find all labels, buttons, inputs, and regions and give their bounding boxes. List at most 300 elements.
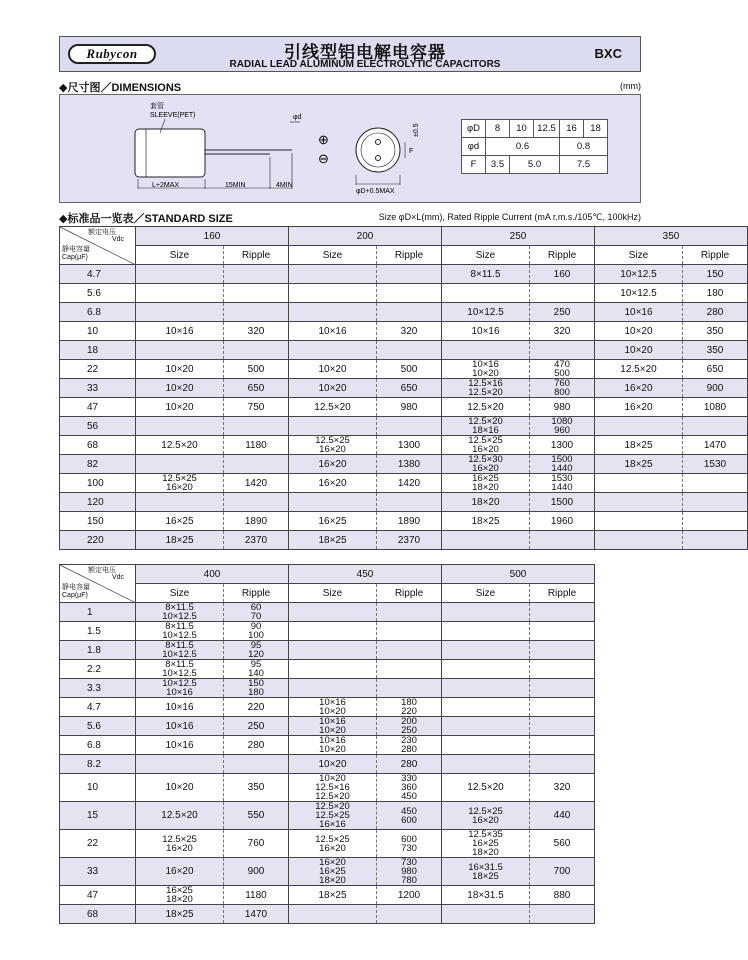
ripple-cell (530, 531, 595, 550)
capacitance-cell: 220 (60, 531, 136, 550)
dim-pd: φD+0.5MAX (356, 188, 395, 195)
stacked-value: 140 (248, 668, 264, 679)
ripple-cell: 650 (683, 360, 748, 379)
size-cell: 16×20 (136, 858, 224, 886)
size-cell (442, 830, 530, 858)
ripple-header: Ripple (530, 246, 595, 265)
ripple-cell: 350 (683, 322, 748, 341)
stacked-value: 10×20 (472, 368, 499, 379)
ripple-cell (530, 455, 595, 474)
dimensions-drawing (59, 94, 641, 203)
ripple-cell: 1180 (224, 436, 289, 455)
dim-phid: φd (293, 114, 302, 121)
ripple-header: Ripple (377, 584, 442, 603)
stacked-value: 980 (401, 866, 417, 877)
size-cell (442, 531, 530, 550)
ripple-cell: 150 (683, 265, 748, 284)
sleeve-cn: 套管 (150, 103, 164, 110)
stacked-value: 10×16 (166, 687, 193, 698)
size-header: Size (442, 584, 530, 603)
ripple-cell (377, 698, 442, 717)
capacitance-cell: 8.2 (60, 755, 136, 774)
ripple-cell (377, 802, 442, 830)
ripple-cell: 1890 (224, 512, 289, 531)
table-row (60, 284, 748, 303)
size-cell (289, 436, 377, 455)
size-cell (442, 436, 530, 455)
ripple-header: Ripple (683, 246, 748, 265)
size-header: Size (136, 246, 224, 265)
stacked-value: 10×20 (319, 744, 346, 755)
ripple-cell: 1420 (224, 474, 289, 493)
size-cell: 10×16 (136, 717, 224, 736)
ripple-cell (224, 641, 289, 660)
size-cell (136, 679, 224, 698)
stacked-value: 12.5×20 (468, 416, 503, 427)
plus-icon: ⊕ (318, 132, 329, 147)
size-cell: 10×16 (442, 322, 530, 341)
ripple-cell: 320 (377, 322, 442, 341)
voltage-header: 500 (442, 565, 595, 584)
size-cell: 18×25 (136, 531, 224, 550)
voltage-header: 350 (595, 227, 748, 246)
size-cell: 16×20 (595, 398, 683, 417)
ripple-cell (530, 284, 595, 303)
capacitance-cell: 10 (60, 322, 136, 341)
size-cell (442, 341, 530, 360)
table-row (60, 905, 595, 924)
stacked-value: 10×16 (319, 697, 346, 708)
size-cell (442, 622, 530, 641)
ripple-header: Ripple (224, 584, 289, 603)
standard-heading: ◆标准品一览表／STANDARD SIZE (59, 213, 233, 225)
ripple-cell (530, 603, 595, 622)
voltage-header: 250 (442, 227, 595, 246)
dim-f: F (409, 148, 414, 155)
capacitance-cell: 15 (60, 802, 136, 830)
ripple-cell (377, 679, 442, 698)
ripple-cell (530, 660, 595, 679)
size-cell (442, 858, 530, 886)
ripple-cell: 1500 (530, 493, 595, 512)
table-row (60, 603, 595, 622)
ripple-cell (224, 679, 289, 698)
ripple-cell (377, 736, 442, 755)
stacked-value: 1530 (551, 473, 573, 484)
size-cell: 16×20 (289, 455, 377, 474)
capacitance-cell: 2.2 (60, 660, 136, 679)
ripple-cell: 350 (224, 774, 289, 802)
stacked-value: 500 (554, 368, 570, 379)
corner-label: Vdc (112, 574, 125, 581)
stacked-value: 1080 (551, 416, 573, 427)
size-cell: 18×25 (289, 531, 377, 550)
stacked-value: 600 (401, 833, 417, 845)
phid-label: φd (462, 138, 486, 156)
ripple-cell (530, 755, 595, 774)
stacked-value: 120 (248, 649, 264, 660)
size-cell (442, 736, 530, 755)
ripple-cell (377, 858, 442, 886)
corner-label: 额定电压 (88, 229, 116, 236)
capacitance-cell: 10 (60, 774, 136, 802)
stacked-value: 18×20 (472, 847, 499, 858)
size-cell: 18×31.5 (442, 886, 530, 905)
table-row (60, 398, 748, 417)
capacitance-cell: 33 (60, 379, 136, 398)
ripple-header: Ripple (530, 584, 595, 603)
table-row (60, 474, 748, 493)
stacked-value: 760 (554, 378, 570, 389)
size-cell: 10×20 (289, 755, 377, 774)
ripple-cell: 750 (224, 398, 289, 417)
size-cell (136, 417, 224, 436)
stacked-value: 10×16 (472, 359, 499, 370)
size-cell (136, 660, 224, 679)
size-cell (289, 660, 377, 679)
size-header: Size (289, 584, 377, 603)
ripple-cell (530, 379, 595, 398)
ripple-cell: 1300 (377, 436, 442, 455)
ripple-cell: 1380 (377, 455, 442, 474)
size-cell: 10×12.5 (595, 284, 683, 303)
capacitance-cell: 150 (60, 512, 136, 531)
ripple-cell (224, 493, 289, 512)
ripple-cell: 980 (377, 398, 442, 417)
ripple-header: Ripple (377, 246, 442, 265)
table-row (60, 858, 595, 886)
stacked-value: 330 (401, 773, 417, 784)
ripple-cell (377, 830, 442, 858)
table-row (60, 493, 748, 512)
size-cell (136, 603, 224, 622)
capacitance-cell: 100 (60, 474, 136, 493)
stacked-value: 1440 (551, 463, 573, 474)
ripple-cell: 440 (530, 802, 595, 830)
size-cell: 18×20 (442, 493, 530, 512)
voltage-header: 400 (136, 565, 289, 584)
size-cell: 10×20 (595, 322, 683, 341)
size-cell: 16×20 (595, 379, 683, 398)
size-cell: 18×25 (595, 436, 683, 455)
stacked-value: 360 (401, 782, 417, 793)
ripple-cell (377, 622, 442, 641)
capacitance-cell: 6.8 (60, 303, 136, 322)
size-cell (289, 679, 377, 698)
ripple-cell (530, 905, 595, 924)
table-row (60, 717, 595, 736)
capacitance-cell: 3.3 (60, 679, 136, 698)
size-cell (136, 284, 224, 303)
brand-logo: Rubycon (68, 44, 156, 64)
ripple-cell: 550 (224, 802, 289, 830)
size-cell: 12.5×20 (595, 360, 683, 379)
stacked-value: 450 (401, 791, 417, 802)
ripple-cell (530, 360, 595, 379)
size-cell: 10×12.5 (442, 303, 530, 322)
ripple-cell (530, 622, 595, 641)
ripple-cell: 320 (530, 322, 595, 341)
table-row (60, 417, 748, 436)
stacked-value: 250 (401, 725, 417, 736)
stacked-value: 12.5×25 (315, 810, 350, 821)
stacked-value: 12.5×16 (315, 782, 350, 793)
ripple-cell: 1200 (377, 886, 442, 905)
standard-size-table-2 (59, 564, 595, 924)
F-label: F (462, 156, 486, 174)
ripple-cell: 980 (530, 398, 595, 417)
size-cell (136, 474, 224, 493)
size-cell (289, 622, 377, 641)
size-cell: 10×20 (136, 774, 224, 802)
stacked-value: 16×20 (166, 482, 193, 493)
size-cell (136, 641, 224, 660)
size-cell (136, 341, 224, 360)
ripple-cell: 900 (224, 858, 289, 886)
size-cell: 10×16 (136, 322, 224, 341)
ripple-cell: 650 (224, 379, 289, 398)
table-row (60, 736, 595, 755)
size-cell: 10×20 (136, 360, 224, 379)
stacked-value: 180 (401, 697, 417, 708)
size-cell (595, 512, 683, 531)
size-cell: 10×20 (136, 379, 224, 398)
capacitance-cell: 1.5 (60, 622, 136, 641)
ripple-cell (530, 679, 595, 698)
ripple-cell: 280 (377, 755, 442, 774)
ripple-cell (530, 717, 595, 736)
stacked-value: 12.5×25 (468, 805, 503, 817)
ripple-cell: 880 (530, 886, 595, 905)
size-cell (289, 284, 377, 303)
size-cell (289, 830, 377, 858)
ripple-cell: 320 (224, 322, 289, 341)
table-row (60, 755, 595, 774)
standard-note: Size φD×L(mm), Rated Ripple Current (mA r.m.s./105℃, 100kHz) (378, 212, 641, 222)
sleeve-label: SLEEVE(PET) (150, 112, 196, 119)
size-cell: 10×20 (289, 360, 377, 379)
table-row (60, 660, 595, 679)
size-cell (442, 455, 530, 474)
capacitance-cell: 56 (60, 417, 136, 436)
size-cell (442, 717, 530, 736)
table-row (60, 379, 748, 398)
header-row (60, 565, 595, 584)
stacked-value: 16×25 (319, 866, 346, 877)
lead-dimension-table: φD 8 10 12.5 16 18 φd 0.6 0.8 F 3.5 5.0 7.5 (461, 119, 608, 174)
capacitance-cell: 5.6 (60, 284, 136, 303)
ripple-cell (377, 660, 442, 679)
size-cell (136, 303, 224, 322)
capacitance-cell: 18 (60, 341, 136, 360)
size-cell: 10×20 (136, 398, 224, 417)
stacked-value: 10×16 (319, 716, 346, 727)
size-cell: 18×25 (442, 512, 530, 531)
size-cell (289, 698, 377, 717)
stacked-value: 18×20 (472, 482, 499, 493)
ripple-cell: 2370 (377, 531, 442, 550)
ripple-cell (224, 455, 289, 474)
stacked-value: 16×25 (472, 838, 499, 849)
stacked-value: 95 (250, 659, 262, 670)
size-header: Size (442, 246, 530, 265)
ripple-cell: 560 (530, 830, 595, 858)
dim-l: L+2MAX (152, 182, 180, 189)
size-header: Size (595, 246, 683, 265)
stacked-value: 18×20 (319, 875, 346, 886)
size-cell (289, 603, 377, 622)
stacked-value: 220 (401, 706, 417, 717)
size-cell: 10×20 (289, 379, 377, 398)
ripple-cell: 160 (530, 265, 595, 284)
stacked-value: 12.5×25 (315, 435, 350, 446)
stacked-value: 470 (554, 359, 570, 370)
ripple-cell: 1180 (224, 886, 289, 905)
ripple-cell: 1300 (530, 436, 595, 455)
stacked-value: 12.5×20 (315, 801, 350, 812)
subheader-row (60, 584, 595, 603)
stacked-value: 730 (401, 857, 417, 868)
stacked-value: 16×25 (472, 473, 499, 484)
ripple-cell (530, 474, 595, 493)
stacked-value: 100 (248, 630, 264, 641)
ripple-cell: 1890 (377, 512, 442, 531)
size-cell: 10×16 (289, 322, 377, 341)
ripple-cell (224, 284, 289, 303)
ripple-cell (377, 774, 442, 802)
ripple-cell (530, 698, 595, 717)
stacked-value: 16×20 (319, 857, 346, 868)
size-cell (136, 455, 224, 474)
size-cell (289, 736, 377, 755)
ripple-cell: 280 (683, 303, 748, 322)
table-row (60, 436, 748, 455)
stacked-value: 16×31.5 (468, 861, 503, 873)
stacked-value: 12.5×25 (315, 833, 350, 845)
stacked-value: 16×25 (166, 885, 193, 896)
size-cell: 10×16 (595, 303, 683, 322)
header-bar (59, 36, 641, 72)
size-cell (136, 265, 224, 284)
voltage-header: 200 (289, 227, 442, 246)
size-cell: 16×20 (289, 474, 377, 493)
ripple-cell (683, 531, 748, 550)
size-cell (442, 379, 530, 398)
ripple-cell: 650 (377, 379, 442, 398)
ripple-cell (530, 736, 595, 755)
dim-4min: 4MIN (276, 182, 293, 189)
capacitance-cell: 22 (60, 360, 136, 379)
ripple-cell: 320 (530, 774, 595, 802)
ripple-cell (377, 493, 442, 512)
stacked-value: 780 (401, 875, 417, 886)
ripple-cell (377, 341, 442, 360)
corner-label: Cap(μF) (62, 592, 88, 599)
ripple-cell (377, 417, 442, 436)
corner-label: 静电容量 (62, 584, 90, 591)
table-row (60, 698, 595, 717)
stacked-value: 8×11.5 (165, 602, 194, 613)
ripple-cell (377, 603, 442, 622)
stacked-value: 12.5×16 (468, 378, 503, 389)
size-cell: 16×25 (289, 512, 377, 531)
size-header: Size (289, 246, 377, 265)
stacked-value: 10×12.5 (162, 630, 197, 641)
table-row (60, 341, 748, 360)
size-cell (595, 417, 683, 436)
capacitance-cell: 47 (60, 886, 136, 905)
stacked-value: 70 (250, 611, 262, 622)
stacked-value: 450 (401, 805, 417, 817)
title-english: RADIAL LEAD ALUMINUM ELECTROLYTIC CAPACITORS (229, 59, 501, 70)
size-cell (595, 531, 683, 550)
table-row (60, 360, 748, 379)
ripple-cell (377, 641, 442, 660)
ripple-cell (224, 341, 289, 360)
size-cell (442, 474, 530, 493)
size-cell (442, 417, 530, 436)
stacked-value: 180 (248, 687, 264, 698)
series-code: BXC (594, 46, 622, 61)
size-cell (136, 755, 224, 774)
size-cell: 10×16 (136, 736, 224, 755)
stacked-value: 12.5×20 (315, 791, 350, 802)
capacitance-cell: 120 (60, 493, 136, 512)
size-cell (289, 265, 377, 284)
size-cell (442, 802, 530, 830)
dimensions-unit: (mm) (620, 81, 641, 91)
ripple-cell: 1470 (683, 436, 748, 455)
ripple-cell (377, 303, 442, 322)
size-cell (289, 717, 377, 736)
stacked-value: 90 (250, 621, 262, 632)
ripple-cell (377, 905, 442, 924)
stacked-value: 95 (250, 640, 262, 651)
corner-label: Vdc (112, 236, 125, 243)
ripple-cell: 1420 (377, 474, 442, 493)
table-row (60, 455, 748, 474)
size-cell: 12.5×20 (289, 398, 377, 417)
size-header: Size (136, 584, 224, 603)
size-cell: 18×25 (595, 455, 683, 474)
size-cell: 12.5×20 (136, 802, 224, 830)
table-row (60, 322, 748, 341)
stacked-value: 10×12.5 (162, 678, 197, 689)
ripple-cell (683, 474, 748, 493)
size-cell (442, 679, 530, 698)
size-cell (289, 641, 377, 660)
ripple-cell (377, 284, 442, 303)
stacked-value: 960 (554, 425, 570, 436)
phiD-label: φD (462, 120, 486, 138)
stacked-value: 12.5×20 (468, 387, 503, 398)
size-cell: 10×20 (595, 341, 683, 360)
ripple-cell: 220 (224, 698, 289, 717)
capacitance-cell: 5.6 (60, 717, 136, 736)
table-row (60, 265, 748, 284)
ripple-cell (224, 417, 289, 436)
table-row (60, 830, 595, 858)
ripple-cell: 250 (224, 717, 289, 736)
capacitance-cell: 22 (60, 830, 136, 858)
stacked-value: 230 (401, 735, 417, 746)
ripple-cell (530, 341, 595, 360)
ripple-cell (224, 265, 289, 284)
stacked-value: 10×16 (319, 735, 346, 746)
size-cell (289, 802, 377, 830)
stacked-value: 1440 (551, 482, 573, 493)
title-chinese: 引线型铝电解电容器 (284, 43, 446, 62)
